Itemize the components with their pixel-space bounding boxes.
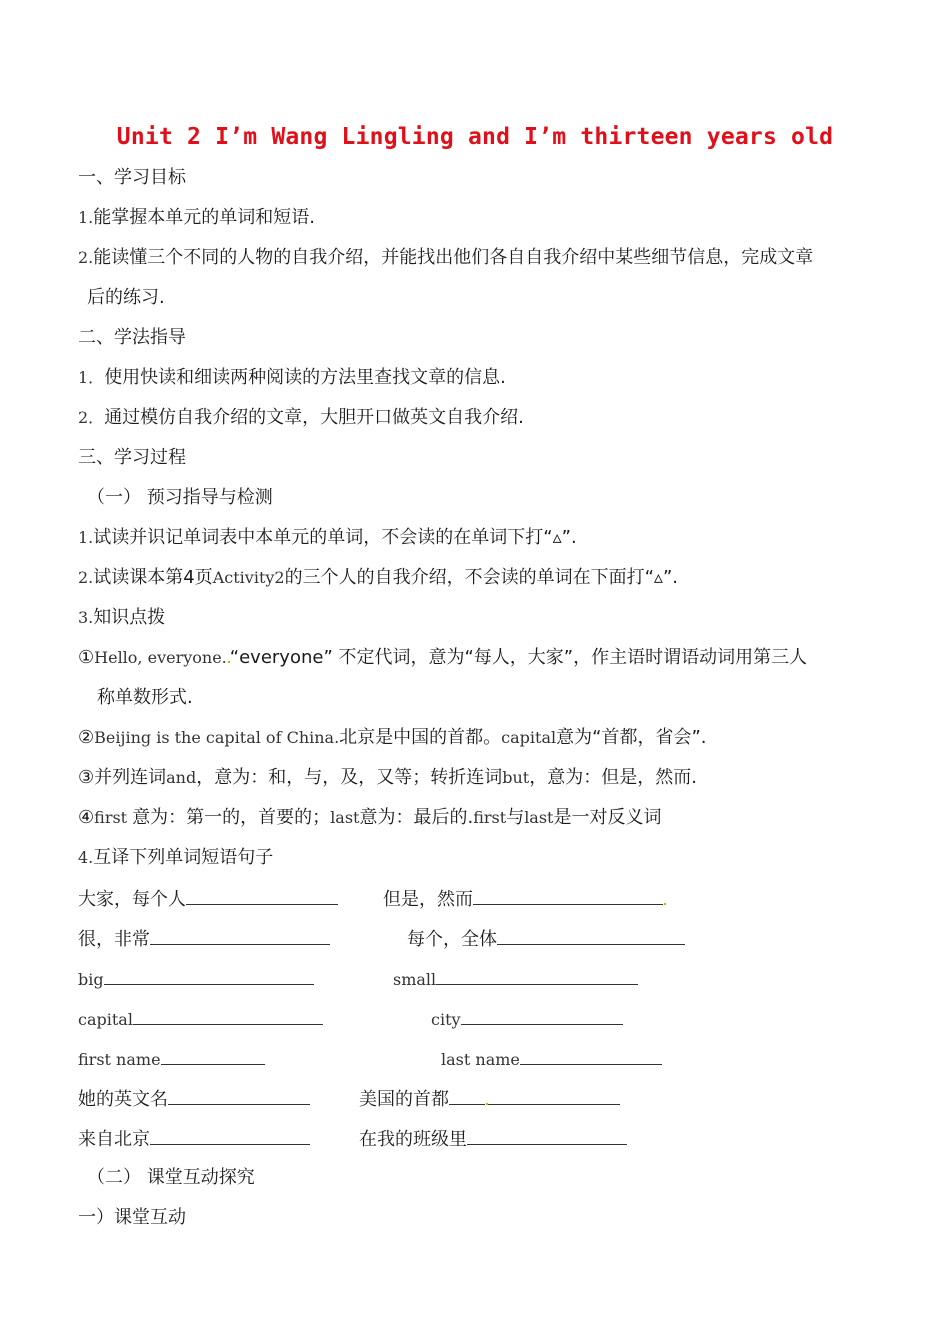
point-4-text-d: 是一对反义词 [553, 807, 662, 828]
point-3-word-a: and [166, 768, 197, 787]
exercise-row [359, 1086, 620, 1112]
goal-item-1 [78, 206, 315, 230]
exercise-prompt: 美国的首都 [359, 1089, 449, 1110]
exercise-prompt: 每个，全体 [407, 929, 497, 950]
exercise-prompt: first name [78, 1050, 161, 1069]
exercise-row [441, 1046, 662, 1072]
exercise-row [78, 1086, 310, 1112]
exercise-prompt: city [431, 1010, 461, 1029]
method-item-1 [78, 366, 506, 390]
point-2-marker: ② [78, 727, 95, 748]
goal-item-2 [78, 246, 813, 270]
answer-blank[interactable] [104, 966, 314, 985]
section-heading-goals: 一、学习目标 [78, 167, 186, 188]
exercise-row [383, 886, 666, 912]
answer-blank[interactable] [150, 926, 330, 945]
page-title: Unit 2 I’m Wang Lingling and I’m thirteen years old [116, 124, 834, 150]
translation-heading [78, 846, 273, 870]
knowledge-point-1 [78, 646, 807, 670]
point-3-text-c: ，意为：但是，然而. [529, 767, 697, 788]
point-4-word-a: first [94, 808, 133, 827]
answer-blank[interactable] [436, 966, 638, 985]
answer-blank[interactable] [168, 1086, 310, 1105]
method-2-number: 2． [78, 408, 105, 427]
point-4-text-c: 与 [506, 807, 525, 828]
answer-blank[interactable] [150, 1126, 310, 1145]
knowledge-point-4 [78, 806, 661, 830]
section-heading-process: 三、学习过程 [78, 447, 186, 468]
point-4-text-a: 意为：第一的，首要的； [132, 807, 331, 828]
answer-blank[interactable] [520, 1046, 662, 1065]
point-2-word: capital [501, 728, 557, 747]
method-item-2 [78, 406, 524, 430]
exercise-prompt: 她的英文名 [78, 1089, 168, 1110]
exercise-prompt: small [393, 970, 437, 989]
exercise-prompt: capital [78, 1010, 133, 1029]
exercise-row [407, 926, 685, 952]
goal-1-number: 1. [78, 208, 94, 227]
preview-2-number: 2. [78, 568, 94, 587]
translation-number: 4. [78, 848, 94, 867]
answer-blank[interactable] [186, 886, 338, 905]
classroom-interaction-heading: 一）课堂互动 [78, 1207, 186, 1228]
point-3-text-b: ，意为：和，与，及，又等；转折连词 [196, 767, 503, 788]
preview-2-text-a: 试读课本第4页 [93, 567, 213, 588]
answer-blank[interactable] [497, 926, 685, 945]
exercise-row [78, 886, 338, 912]
point-2-english: Beijing is the capital of China. [94, 728, 340, 747]
answer-blank[interactable] [467, 1126, 627, 1145]
knowledge-point-3 [78, 766, 697, 790]
goal-2-text: 能读懂三个不同的人物的自我介绍，并能找出他们各自自我介绍中某些细节信息，完成文章 [93, 247, 814, 268]
translation-heading-text: 互译下列单词短语句子 [93, 847, 274, 868]
exercise-prompt: 很，非常 [78, 929, 150, 950]
exercise-prompt: 大家，每个人 [78, 889, 186, 910]
point-3-word-b: but [502, 768, 530, 787]
point-1-text: “everyone” 不定代词，意为“每人，大家”，作主语时谓语动词用第三人 [229, 647, 808, 668]
exercise-row [393, 966, 638, 992]
exercise-row [78, 966, 314, 992]
preview-item-1 [78, 526, 577, 550]
goal-2-number: 2. [78, 248, 94, 267]
knowledge-point-2 [78, 726, 707, 750]
exercise-row [78, 1006, 323, 1032]
goal-1-text: 能掌握本单元的单词和短语. [93, 207, 315, 228]
exercise-prompt: 在我的班级里 [359, 1129, 467, 1150]
goal-item-2-continued: 后的练习. [87, 287, 165, 308]
exercise-prompt: 但是，然而 [383, 889, 473, 910]
answer-blank[interactable] [161, 1046, 265, 1065]
point-1-marker: ① [78, 647, 95, 668]
answer-blank[interactable] [133, 1006, 323, 1025]
method-1-text: 使用快读和细读两种阅读的方法里查找文章的信息. [104, 367, 506, 388]
exercise-row [431, 1006, 623, 1032]
preview-2-activity: Activity2 [212, 568, 285, 587]
answer-blank[interactable] [473, 886, 663, 905]
exercise-prompt: 来自北京 [78, 1129, 150, 1150]
point-4-text-b: 意为：最后的. [359, 807, 474, 828]
exercise-row [359, 1126, 627, 1152]
preview-1-text: 试读并识记单词表中本单元的单词，不会读的在单词下打“▵”. [93, 527, 577, 548]
preview-item-2 [78, 566, 678, 590]
preview-3-number: 3. [78, 608, 94, 627]
point-4-word-b: last [330, 808, 360, 827]
point-3-marker: ③ [78, 767, 95, 788]
point-4-marker: ④ [78, 807, 95, 828]
exercise-row [78, 926, 330, 952]
subsection-preview: （一） 预习指导与检测 [87, 487, 273, 508]
point-2-text-a: 北京是中国的首都。 [339, 727, 502, 748]
answer-blank[interactable] [449, 1086, 485, 1105]
answer-blank[interactable] [488, 1086, 620, 1105]
preview-2-text-b: 的三个人的自我介绍，不会读的单词在下面打“▵”. [284, 567, 678, 588]
method-2-text: 通过模仿自我介绍的文章，大胆开口做英文自我介绍. [104, 407, 524, 428]
section-heading-method: 二、学法指导 [78, 327, 186, 348]
point-2-text-b: 意为“首都，省会”. [556, 727, 707, 748]
highlight-dot [664, 903, 666, 905]
exercise-row [78, 1046, 265, 1072]
preview-1-number: 1. [78, 528, 94, 547]
method-1-number: 1． [78, 368, 105, 387]
exercise-row [78, 1126, 310, 1152]
knowledge-point-1-continued: 称单数形式. [97, 687, 193, 708]
point-4-word-d: last [524, 808, 554, 827]
point-1-english: Hello, everyone. [94, 648, 227, 667]
point-3-text-a: 并列连词 [94, 767, 167, 788]
point-4-word-c: first [473, 808, 507, 827]
answer-blank[interactable] [461, 1006, 623, 1025]
exercise-prompt: big [78, 970, 104, 989]
preview-item-3 [78, 606, 165, 630]
preview-3-text: 知识点拨 [93, 607, 166, 628]
exercise-prompt: last name [441, 1050, 520, 1069]
subsection-classroom: （二） 课堂互动探究 [87, 1167, 255, 1188]
